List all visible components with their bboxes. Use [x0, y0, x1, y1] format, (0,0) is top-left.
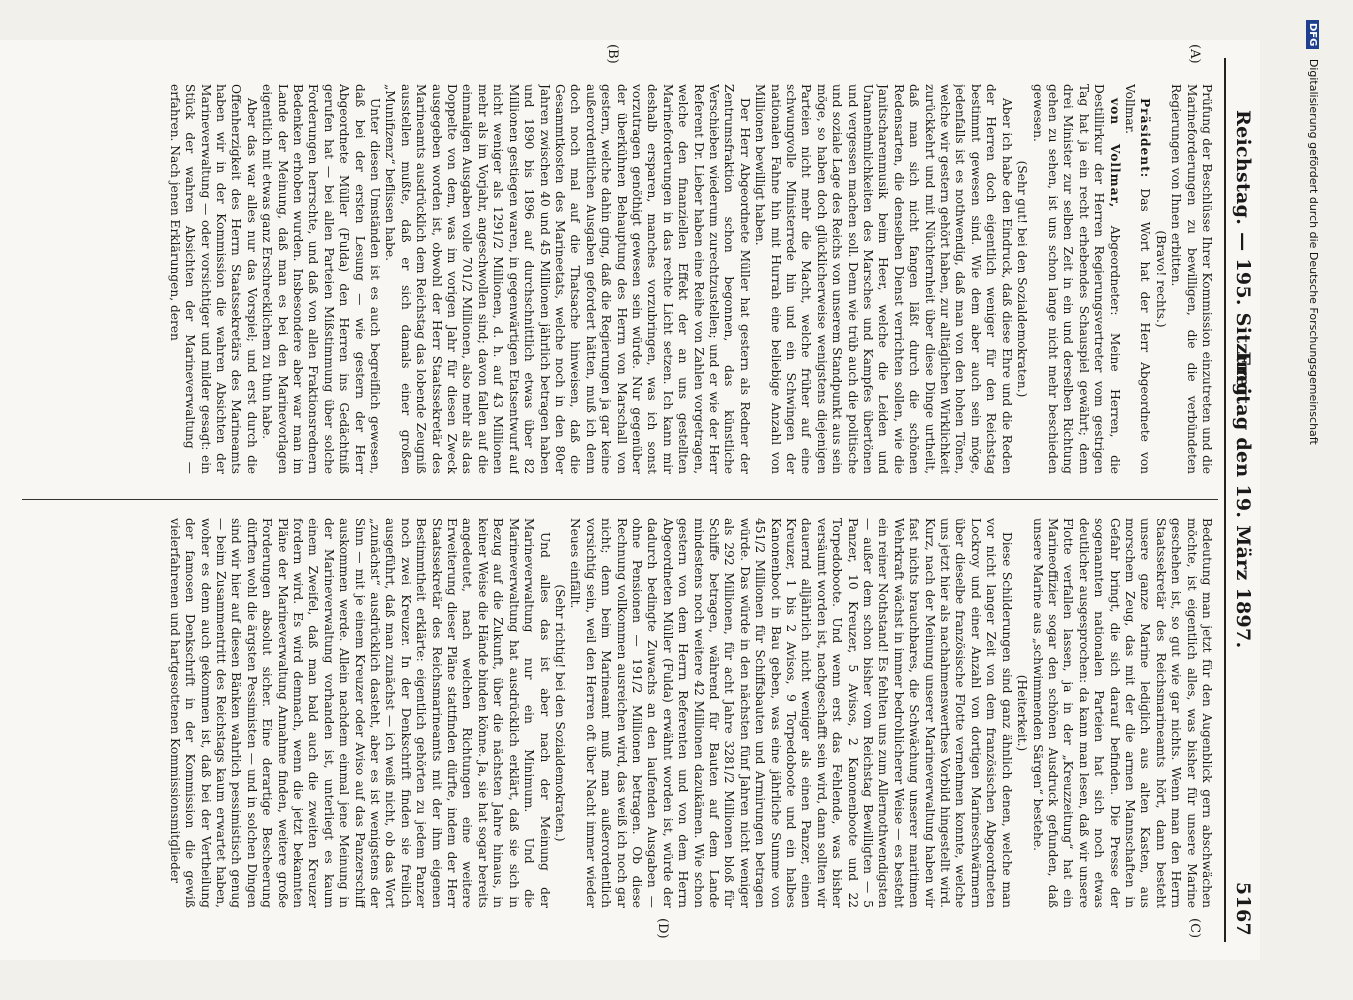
text-column-right — [24, 518, 1214, 908]
speaker-name: von Vollmar, — [1107, 98, 1122, 209]
dfg-logo: DFG — [1306, 20, 1319, 49]
paragraph — [1029, 84, 1121, 474]
paragraph-text: Das Wort hat der Herr Abgeordnete von Vollmar. — [1122, 84, 1153, 474]
stage-direction — [552, 518, 567, 908]
paragraph-text: (Sehr gut! bei den Sozialdemokraten.) — [1015, 160, 1030, 398]
stage-direction — [1152, 84, 1167, 474]
paragraph — [752, 84, 1014, 474]
paragraph-text: Bedeutung man jetzt für den Augenblick gern abschwächen möchte, ist eigentlich alles, was bisher für unsere Marine geschehen ist, so gut wie gar nichts. Wenn man den Herrn Staatssekretär des Reichsmarineamts hört, dann besteht unsere ganze Marine lediglich aus alten Kasten, aus morschem Zeug, das mit der die armen Mannschaften in Gefahr bringt, die sich darauf befinden. Die Presse der sogenannten nationalen Parteien hat sich noch etwas deutlicher ausgesprochen: da kann man lesen, daß wir unsere Flotte verfallen lassen, ja in der „Kreuzzeitung“ hat ein Marineoffizier sogar den schönen Ausdruck gefunden, daß unsere Marine aus „schwimmenden Särgen“ bestehe. — [1030, 518, 1214, 908]
stage-direction — [1014, 84, 1029, 474]
paragraph-text: (Sehr richtig! bei den Sozialdemokraten.) — [552, 584, 567, 842]
speaker-name: Präsident: — [1138, 98, 1153, 179]
paragraph-text: Diese Schilderungen sind ganz ähnlich denen, welche man vor nicht langer Zeit von dem französischen Abgeordneten Lockroy und einer Anzahl von dortigen Marineschwärmern über dieselbe französische Flotte vernehmen konnte, welche uns jetzt hier als nachahmenswerthes Vorbild hingestellt wird. Kurz, nach der Meinung unserer Marineverwaltung haben wir fast nichts brauchbares, die Schwächung unserer maritimen Wehrkraft wächst in immer bedrohlicherer Weise — es besteht ein reiner Nothstand! Es fehlten uns zum Allernothwendigsten — außer dem schon bisher vom Reichstag Bewilligten — 5 Panzer, 10 Kreuzer, 5 Avisos, 2 Kanonenboote und 22 Torpedoboote. Und wenn erst das Fehlende, was bisher versäumt worden ist, nachgeschafft sein wird, dann sollten wir dauernd alljährlich nicht weniger als einen Panzer, einen Kreuzer, 1 bis 2 Avisos, 9 Torpedoboote und ein halbes Kanonenboot in Bau geben, was eine jährliche Summe von 451/2 Millionen für Schiffsbauten und Armirungen betragen würde. Das würde in den nächsten fünf Jahren nicht weniger als 292 Millionen, für acht Jahre 3281/2 Millionen bloß für Schiffe betragen, während für Bauten auf dem Lande mindestens noch weitere 42 Millionen dazukämen. Wie schon gestern von dem Herrn Referenten und von dem Herrn Abgeordneten Müller (Fulda) erwähnt worden ist, würde der dadurch bedingte Zuwachs an den laufenden Ausgaben — ohne Pensionen — 191/2 Millionen betragen. Ob diese Rechnung vollkommen ausreichen wird, das weiß ich noch gar nicht; denn beim Marineamt muß man außerordentlich vorsichtig sein, weil den Herren oft über Nacht immer wieder Neues einfällt. — [568, 518, 1014, 908]
paragraph-text: Aber das war alles nur das Vorspiel; und erst durch die Offenherzigkeit des Herrn Staatssekretärs des Marineamts haben wir in der Kommission die wahren Absichten der Marineverwaltung — oder vorsichtiger und milder gesagt: ein Stück der wahren Absichten der Marineverwaltung — erfahren. Nach jenen Erklärungen, deren — [167, 84, 259, 474]
document-page — [0, 40, 1260, 960]
paragraph — [1029, 518, 1214, 908]
credit-text: Digitalisierung gefördert durch die Deutsche Forschungsgemeinschaft — [1307, 58, 1320, 445]
margin-mark-a: (A) — [1187, 44, 1202, 64]
stage-direction — [1014, 518, 1029, 908]
paragraph-text: Aber ich habe den Eindruck, daß diese Ehre und die Reden der Herren doch eigentlich weniger für den Reichstag bestimmt gewesen sind. Wie dem aber auch sein möge, jedenfalls ist es nothwendig, daß man von den hohen Tönen, welche wir gestern gehört haben, zur alltäglichen Wirklichkeit zurückkehrt und mit Nüchternheit über diese Dinge urtheilt, daß man sich nicht fangen läßt durch die schönen Redensarten, die denselben Dienst verrichten sollen, wie die Janitscharenmusik beim Heer, welche die Leiden und Unannehmlichkeiten des Marsches und Kampfes übertönen und vergessen machen soll. Denn wie trüb auch die politische und soziale Lage des Reichs von unserem Standpunkt aus sein möge, so haben doch glücklicherweise wenigstens diejenigen Parteien nicht mehr die Macht, welche früher auf eine schwungvolle Ministerrede hin und ein Schwingen der nationalen Fahne hin mit Hurrah eine beliebige Anzahl von Millionen bewilligt haben. — [753, 84, 1014, 474]
paragraph — [166, 518, 551, 908]
paragraph-text: Und alles das ist aber nach der Meinung der Marineverwaltung nur ein Minimum. Und die Marineverwaltung hat ausdrücklich erklärt, daß sie sich in Bezug auf die Zukunft, über die nächsten Jahre hinaus, in keiner Weise die Hände binden könne. Ja, sie hat sogar bereits angedeutet, nach welchen Richtungen eine weitere Erweiterung dieser Pläne stattfinden dürfte, indem der Herr Staatssekretär des Reichsmarineamts mit der ihm eigenen Bestimmtheit erklärte: eigentlich gehörten zu jedem Panzer noch zwei Kreuzer. In der Denkschrift finden sie freilich ausgeführt, daß man zunächst — ich weiß nicht, ob das Wort „zunächst“ ausdrücklich dasteht, aber es ist wenigstens der Sinn — mit je einem Kreuzer oder Aviso auf das Panzerschiff auskommen werde. Allein nachdem einmal jene Meinung in der Marineverwaltung vorhanden ist, unterliegt es kaum einem Zweifel, daß man bald auch die zweiten Kreuzer fordern wird. Es wird demnach, wenn die jetzt bekannten Pläne der Marineverwaltung Annahme finden, weitere große Forderungen absolut sicher. Eine derartige Bescheerung dürften wohl die ärgsten Pessimisten — und in solchen Dingen sind wir hier auf diesen Bänken wahrlich pessimistisch genug — beim Zusammentritt des Reichstags kaum erwartet haben, woher es denn auch gekommen ist, daß bei der Vertheilung der famosen Denkschrift in der Kommission die gewiß vielerfahrenen und hartgesottenen Kommissionsmitglieder — [167, 518, 552, 908]
column-divider — [22, 499, 1218, 500]
paragraph-text: Prüfung der Beschlüsse Ihrer Kommission einzutreten und die Marineforderungen zu bewilligen, die die verbündeten Regierungen von Ihnen erbitten. — [1169, 84, 1214, 474]
paragraph — [166, 84, 258, 474]
paragraph-text: Unter diesen Umständen ist es auch begreiflich gewesen, daß bei der ersten Lesung — wie gestern der Herr Abgeordnete Müller (Fulda) den Herren ins Gedächtniß gerufen hat — bei allen Parteien Mißstimmung über solche Forderungen herrschte, und daß von allen Fraktionsrednern Bedenken erhoben wurden. Insbesondere aber war man im Lande der Meinung, daß man es bei den Marinevorlagen eigentlich mit etwas ganz Erschrecklichem zu thun habe. — [260, 84, 383, 474]
paragraph — [382, 84, 752, 474]
paragraph-text: (Bravo! rechts.) — [1153, 230, 1168, 328]
margin-mark-b: (B) — [605, 44, 620, 64]
paragraph — [259, 84, 382, 474]
margin-mark-d: (D) — [655, 918, 670, 939]
running-header-left: Reichstag. — 195. Sitzung. — [1232, 110, 1254, 404]
header-rule — [1224, 58, 1226, 942]
paragraph-text: Der Herr Abgeordnete Müller hat gestern als Redner der Zentrumsfraktion schon begonnen, das künstliche Verschieben wiederum zurechtzustellen; und er wie der Herr Referent Dr. Lieber haben eine Reihe von Zahlen vorgetragen, welche den finanziellen Effekt der an uns gestellten Marineforderungen in das rechte Licht setzen. Ich kann mir deshalb ersparen, manches vorzubringen, was ich sonst vorzutragen genöthigt gewesen sein würde. Nur gegenüber der überkühnen Behauptung des Herrn von Marschall von gestern, welche dahin ging, daß die Regierungen ja gar keine außerordentlichen Ausgaben gefordert hätten, muß ich denn doch noch mal auf die Thatsache hinweisen, daß die Gesammtkosten des Marineetats, welche noch in den 80er Jahren zwischen 40 und 45 Millionen jährlich betragen haben und 1890 bis 1896 auf durchschnittlich etwas über 82 Millionen gestiegen waren, in gegenwärtigen Etatsentwurf auf nicht weniger als 1291/2 Millionen, d. h. auf 43 Millionen mehr als im Vorjahr, angeschwollen sind; davon fallen auf die einmaligen Ausgaben volle 701/2 Millionen, also mehr als das Doppelte von dem, was im vorigen Jahr für diesen Zweck ausgegeben worden ist, obwohl der Herr Staatssekretär des Marineamts ausdrücklich dem Reichstag das lobende Zeugniß ausstellen mußte, daß er sich damals einer großen „Munifizenz“ beflissen habe. — [383, 84, 752, 474]
paragraph — [1122, 84, 1153, 474]
margin-mark-c: (C) — [1187, 918, 1202, 939]
paragraph — [1168, 84, 1214, 474]
page-number: 5167 — [1232, 881, 1254, 936]
text-column-left — [24, 84, 1214, 474]
digitization-credit — [1306, 20, 1320, 980]
paragraph — [567, 518, 1014, 908]
paragraph-text: Abgeordneter: Meine Herren, die Destillirkur der Herren Regierungsvertreter vom gestrigen Tag hat ja ein recht erhebendes Schauspiel gewährt; denn drei Minister zur selben Zeit in ein und derselben Richtung gehen zu sehen, ist uns schon lange nicht mehr beschieden gewesen. — [1030, 84, 1122, 474]
paragraph-text: (Heiterkeit.) — [1015, 674, 1030, 752]
running-header-date: Freitag den 19. März 1897. — [1232, 351, 1254, 649]
